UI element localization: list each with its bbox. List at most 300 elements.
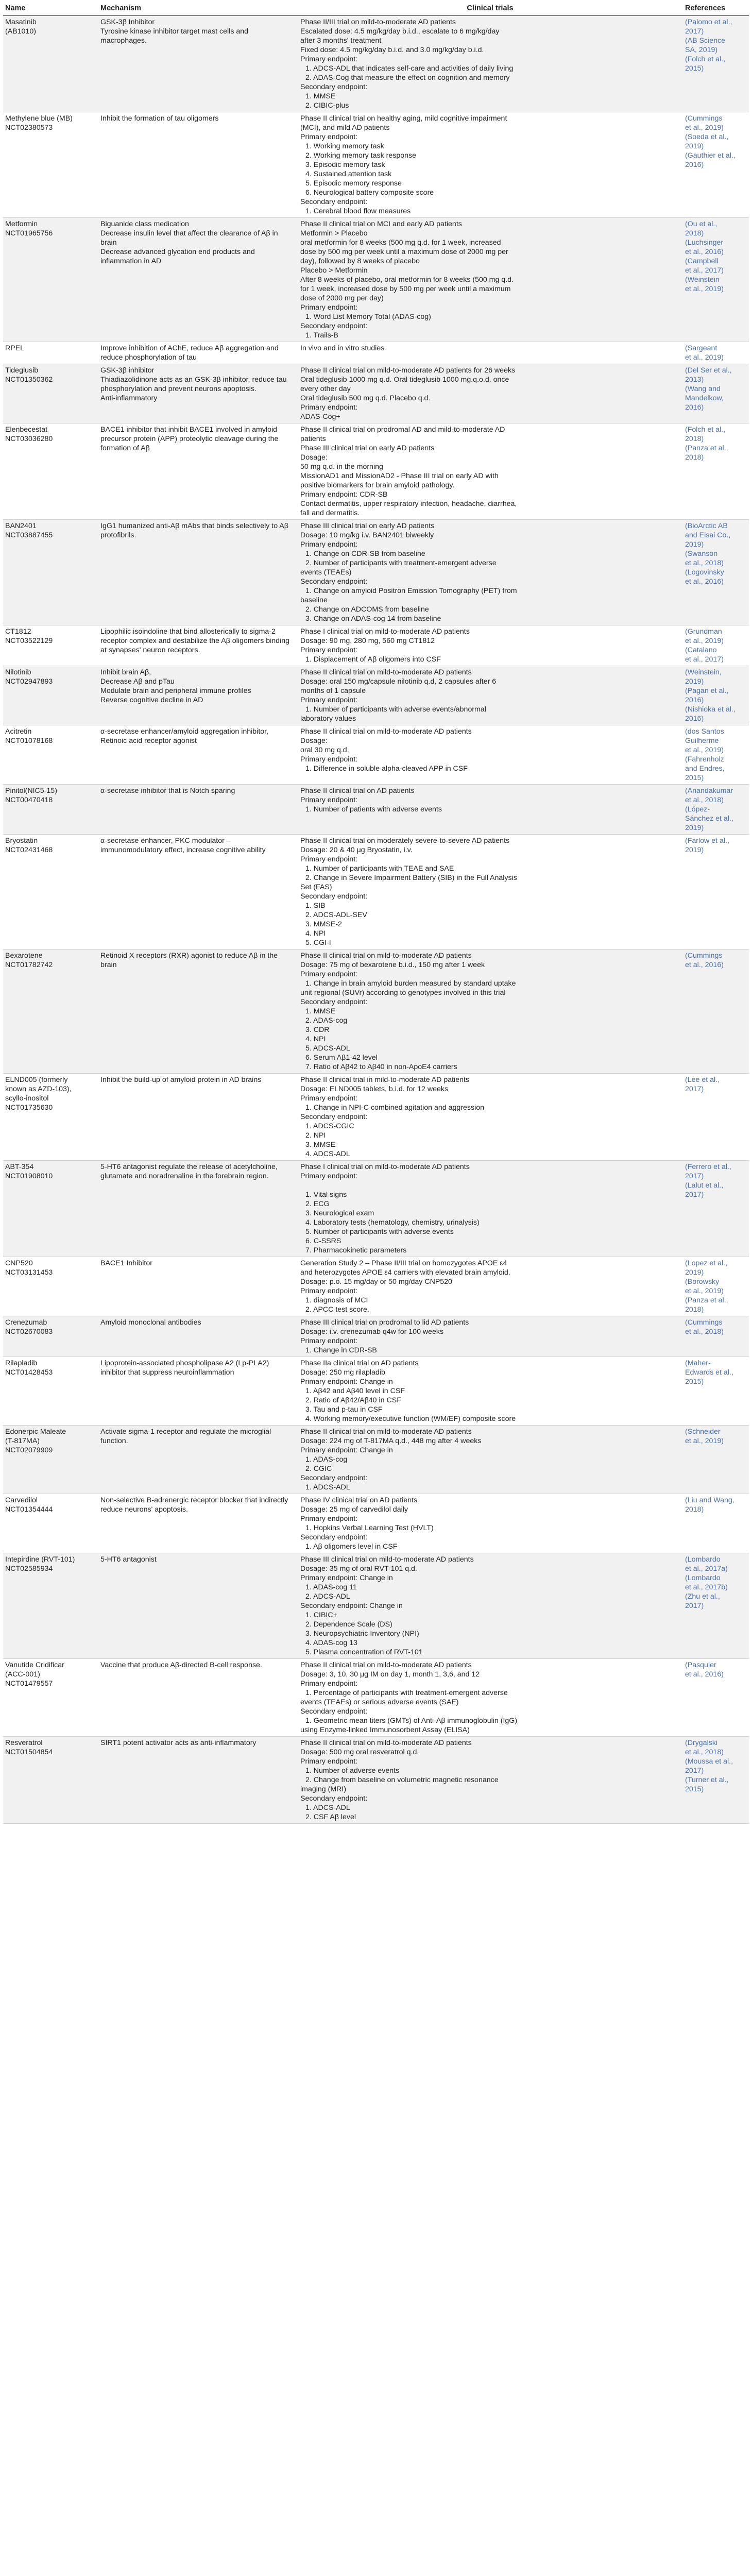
refs-line[interactable]: 2013) (685, 376, 704, 384)
trials-line: using Enzyme-linked Immunosorbent Assay (ELISA) (300, 1726, 470, 1734)
trials-line: Primary endpoint: (300, 646, 358, 654)
mechanism-line: GSK-3β inhibitor (100, 366, 155, 375)
refs-line[interactable]: 2019) (685, 824, 704, 832)
refs-line[interactable]: et al., 2019) (685, 353, 724, 362)
mechanism-line: Biguanide class medication (100, 220, 189, 228)
references-cell (683, 1494, 749, 1553)
trials-line: positive biomarkers for brain amyloid pathology. (300, 481, 455, 489)
drug-name-cell (3, 666, 98, 725)
refs-line[interactable]: (Palomo et al., (685, 18, 732, 26)
refs-line[interactable]: 2018) (685, 453, 704, 462)
refs-line[interactable]: (Schneider (685, 1428, 721, 1436)
name-line: (AB1010) (5, 27, 36, 36)
trials-line: Phase II clinical trial on moderately severe-to-severe AD patients (300, 837, 510, 845)
refs-line[interactable]: 2018) (685, 229, 704, 238)
trials-line: Metformin > Placebo (300, 229, 368, 238)
trials-line: Secondary endpoint: (300, 1533, 368, 1541)
refs-line[interactable]: 2017) (685, 27, 704, 36)
refs-line[interactable]: (Weinstein, (685, 668, 722, 676)
mechanism-cell (98, 666, 298, 725)
mechanism-cell (98, 1553, 298, 1659)
trials-line: 1. Working memory task (305, 142, 384, 150)
refs-line[interactable]: et al., 2018) (685, 1328, 724, 1336)
trials-line: Phase II/III trial on mild-to-moderate AD patients (300, 18, 456, 26)
name-line: scyllo-inositol (5, 1094, 49, 1103)
refs-line[interactable]: (Cummings (685, 114, 723, 123)
trials-line: Dosage: 35 mg of oral RVT-101 q.d. (300, 1565, 417, 1573)
clinical-trials-cell (298, 218, 683, 342)
refs-line[interactable]: et al., 2019) (685, 285, 724, 293)
trials-line: Phase II clinical trial on prodromal AD and mild-to-moderate AD (300, 426, 505, 434)
name-line: Carvedilol (5, 1496, 38, 1504)
refs-line[interactable]: 2018) (685, 435, 704, 443)
drug-name-cell (3, 112, 98, 218)
refs-line[interactable]: et al., 2019) (685, 637, 724, 645)
mechanism-line: precursor protein (APP) proteolytic cleavage during the (100, 435, 279, 443)
name-line: Rilapladib (5, 1359, 38, 1367)
references-cell (683, 785, 749, 835)
trials-line: Phase III clinical trial on early AD patients (300, 444, 435, 452)
trials-line: Placebo > Metformin (300, 266, 368, 275)
name-line: RPEL (5, 344, 25, 352)
refs-line[interactable]: 2016) (685, 161, 704, 169)
mechanism-line: Modulate brain and peripheral immune profiles (100, 687, 251, 695)
refs-line[interactable]: (BioArctic AB (685, 522, 728, 530)
trials-line: Secondary endpoint: (300, 322, 368, 330)
refs-line[interactable]: 2019) (685, 846, 704, 854)
references-cell (683, 16, 749, 112)
mechanism-line: at synapses' neuron receptors. (100, 646, 200, 654)
trials-line: Primary endpoint: (300, 1680, 358, 1688)
name-line: Acitretin (5, 727, 32, 736)
trials-line: (MCI), and mild AD patients (300, 124, 390, 132)
refs-line[interactable]: et al., 2017) (685, 655, 724, 664)
trials-line: Primary endpoint: (300, 1337, 358, 1345)
refs-line[interactable]: et al., 2017) (685, 266, 724, 275)
trials-line: MissionAD1 and MissionAD2 - Phase III trial on early AD with (300, 472, 499, 480)
refs-line[interactable]: (Del Ser et al., (685, 366, 732, 375)
refs-line[interactable]: SA, 2019) (685, 46, 718, 54)
trials-line: After 8 weeks of placebo, oral metformin for 8 weeks (500 mg q.d. (300, 276, 514, 284)
trials-line: 4. Laboratory tests (hematology, chemistry, urinalysis) (305, 1218, 480, 1227)
refs-line[interactable]: (dos Santos (685, 727, 724, 736)
refs-line[interactable]: (Anandakumar (685, 787, 733, 795)
name-line: Methylene blue (MB) (5, 114, 73, 123)
trials-line: Phase II clinical trial on mild-to-moderate AD patients (300, 727, 472, 736)
table-row (3, 364, 749, 423)
refs-line[interactable]: 2019) (685, 142, 704, 150)
trials-line: fall and dermatitis. (300, 509, 360, 517)
clinical-trials-cell (298, 1316, 683, 1357)
refs-line[interactable]: 2019) (685, 1268, 704, 1277)
trials-line: Phase II clinical trial on mild-to-moderate AD patients (300, 1661, 472, 1669)
mechanism-cell (98, 342, 298, 364)
refs-line[interactable]: (Nishioka et al., (685, 705, 736, 714)
clinical-trials-cell (298, 1257, 683, 1316)
refs-line[interactable]: (AB Science (685, 37, 726, 45)
trials-line: Secondary endpoint: Change in (300, 1602, 403, 1610)
table-row (3, 725, 749, 785)
trials-line: 3. Neuropsychiatric Inventory (NPI) (305, 1630, 419, 1638)
trials-line: Primary endpoint: (300, 1172, 358, 1180)
trials-line: Primary endpoint: (300, 133, 358, 141)
refs-line[interactable]: et al., 2017b) (685, 1583, 728, 1591)
refs-line[interactable]: (Catalano (685, 646, 717, 654)
trials-line: Primary endpoint: (300, 755, 358, 764)
table-row (3, 16, 749, 112)
mechanism-line: Non-selective B-adrenergic receptor blocker that indirectly (100, 1496, 288, 1504)
refs-line[interactable]: et al., 2018) (685, 796, 724, 804)
mechanism-line: glutamate and noradrenaline in the forebrain region. (100, 1172, 269, 1180)
refs-line[interactable]: (Lee et al., (685, 1076, 720, 1084)
trials-line: Primary endpoint: (300, 1515, 358, 1523)
refs-line[interactable]: Guilherme (685, 737, 719, 745)
trials-line: 1. ADCS-ADL that indicates self-care and activities of daily living (305, 64, 514, 73)
name-line: Bexarotene (5, 952, 43, 960)
trials-line: Dosage: 75 mg of bexarotene b.i.d., 150 mg after 1 week (300, 961, 485, 969)
drug-name-cell (3, 16, 98, 112)
table-row (3, 1494, 749, 1553)
trials-line: Primary endpoint: Change in (300, 1446, 393, 1454)
drug-name-cell (3, 1357, 98, 1426)
trials-line: Escalated dose: 4.5 mg/kg/day b.i.d., escalate to 6 mg/kg/day (300, 27, 500, 36)
refs-line[interactable]: (Drygalski (685, 1739, 718, 1747)
mechanism-cell (98, 218, 298, 342)
mechanism-line: Tyrosine kinase inhibitor target mast cells and (100, 27, 249, 36)
refs-line[interactable]: 2015) (685, 1785, 704, 1793)
mechanism-line: reduce neurons' apoptosis. (100, 1505, 188, 1514)
trials-line: 1. Word List Memory Total (ADAS-cog) (305, 313, 431, 321)
refs-line[interactable]: (Zhu et al., (685, 1592, 720, 1601)
refs-line[interactable]: (Lombardo (685, 1574, 721, 1582)
trials-line: 1. Hopkins Verbal Learning Test (HVLT) (305, 1524, 434, 1532)
mechanism-line: function. (100, 1437, 128, 1445)
trials-line: 6. C-SSRS (305, 1237, 341, 1245)
name-line: NCT01504854 (5, 1748, 53, 1756)
refs-line[interactable]: (Lombardo (685, 1555, 721, 1564)
trials-line: 1. Number of participants with adverse events/abnormal (305, 705, 486, 714)
drug-name-cell (3, 218, 98, 342)
table-row (3, 423, 749, 520)
trials-line: Secondary endpoint: (300, 892, 368, 901)
clinical-trials-cell (298, 1737, 683, 1824)
clinical-trials-cell (298, 112, 683, 218)
drug-name-cell (3, 1737, 98, 1824)
table-row (3, 1357, 749, 1426)
mechanism-line: Retinoid X receptors (RXR) agonist to reduce Aβ in the (100, 952, 278, 960)
refs-line[interactable]: et al., 2019) (685, 124, 724, 132)
trials-line: events (TEAEs) or serious adverse events (SAE) (300, 1698, 459, 1706)
trials-line: 4. ADAS-cog 13 (305, 1639, 357, 1647)
name-line: Nilotinib (5, 668, 31, 676)
mechanism-line: Vaccine that produce Aβ-directed B-cell response. (100, 1661, 262, 1669)
refs-line[interactable]: 2016) (685, 715, 704, 723)
drug-name-cell (3, 1074, 98, 1161)
trials-line (300, 1181, 680, 1190)
refs-line[interactable]: (Folch et al., (685, 55, 726, 63)
name-line: ABT-354 (5, 1163, 34, 1171)
mechanism-line: Thiadiazolidinone acts as an GSK-3β inhibitor, reduce tau (100, 376, 287, 384)
trials-line: every other day (300, 385, 351, 393)
trials-line: and heterozygotes APOE ε4 carriers with elevated brain amyloid. (300, 1268, 510, 1277)
trials-line: 1. ADAS-cog 11 (305, 1583, 357, 1591)
refs-line[interactable]: (Fahrenholz (685, 755, 724, 764)
drug-name-cell (3, 1257, 98, 1316)
refs-line[interactable]: et al., 2017a) (685, 1565, 728, 1573)
mechanism-cell (98, 112, 298, 218)
name-line: NCT03131453 (5, 1268, 53, 1277)
mechanism-cell (98, 1257, 298, 1316)
refs-line[interactable]: (Maher- (685, 1359, 711, 1367)
mechanism-line: α-secretase inhibitor that is Notch sparing (100, 787, 235, 795)
trials-line: Dosage: i.v. crenezumab q4w for 100 weeks (300, 1328, 444, 1336)
refs-line[interactable]: et al., 2019) (685, 1437, 724, 1445)
trials-line: Generation Study 2 – Phase II/III trial on homozygotes APOE ε4 (300, 1259, 507, 1267)
clinical-trials-cell (298, 1357, 683, 1426)
trials-line: Secondary endpoint: (300, 1474, 368, 1482)
trials-line: 2. ADCS-ADL-SEV (305, 911, 367, 919)
refs-line[interactable]: (Lopez et al., (685, 1259, 728, 1267)
trials-line: 3. Tau and p-tau in CSF (305, 1405, 383, 1414)
refs-line[interactable]: et al., 2016) (685, 1670, 724, 1679)
clinical-trials-cell (298, 1426, 683, 1494)
trials-line: Dosage: 20 & 40 μg Bryostatin, i.v. (300, 846, 413, 854)
refs-line[interactable]: (Moussa et al., (685, 1757, 733, 1766)
drug-name-cell (3, 423, 98, 520)
mechanism-line: BACE1 Inhibitor (100, 1259, 152, 1267)
refs-line[interactable]: (Wang and (685, 385, 721, 393)
mechanism-cell (98, 364, 298, 423)
drug-name-cell (3, 725, 98, 785)
mechanism-line: IgG1 humanized anti-Aβ mAbs that binds selectively to Aβ (100, 522, 288, 530)
refs-line[interactable]: (Sargeant (685, 344, 717, 352)
refs-line[interactable]: (Turner et al., (685, 1776, 729, 1784)
trials-line: Dosage: 90 mg, 280 mg, 560 mg CT1812 (300, 637, 435, 645)
refs-line[interactable]: (Gauthier et al., (685, 151, 736, 160)
refs-line[interactable]: (Cummings (685, 952, 723, 960)
refs-line[interactable]: and Endres, (685, 765, 725, 773)
mechanism-line: Decrease Aβ and pTau (100, 677, 175, 686)
mechanism-cell (98, 1161, 298, 1257)
refs-line[interactable]: (López- (685, 805, 710, 814)
trials-line: Phase II clinical trial on mild-to-moderate AD patients (300, 1428, 472, 1436)
trials-line: Secondary endpoint: (300, 198, 368, 206)
trials-line: 1. Change in brain amyloid burden measured by standard uptake (305, 979, 516, 988)
refs-line[interactable]: (Folch et al., (685, 426, 726, 434)
trials-line: 4. NPI (305, 929, 326, 938)
refs-line[interactable]: et al., 2016) (685, 961, 724, 969)
table-row (3, 1659, 749, 1737)
refs-line[interactable]: et al., 2016) (685, 248, 724, 256)
refs-line[interactable]: (Farlow et al., (685, 837, 729, 845)
mechanism-line: Inhibit the formation of tau oligomers (100, 114, 219, 123)
refs-line[interactable]: (Campbell (685, 257, 719, 265)
mechanism-line: α-secretase enhancer, PKC modulator – (100, 837, 231, 845)
drug-name-cell (3, 835, 98, 950)
mechanism-line: immunomodulatory effect, increase cognitive ability (100, 846, 266, 854)
refs-line[interactable]: (Swanson (685, 550, 718, 558)
trials-line: 4. Working memory/executive function (WM/EF) composite score (305, 1415, 516, 1423)
trials-line: 5. Plasma concentration of RVT-101 (305, 1648, 423, 1656)
name-line: NCT01735630 (5, 1104, 53, 1112)
trials-line: 1. ADCS-ADL (305, 1483, 350, 1492)
mechanism-cell (98, 1659, 298, 1737)
refs-line[interactable]: Sánchez et al., (685, 815, 733, 823)
refs-line[interactable]: (Ou et al., (685, 220, 717, 228)
mechanism-line: Inhibit the build-up of amyloid protein in AD brains (100, 1076, 262, 1084)
refs-line[interactable]: (Borowsky (685, 1278, 720, 1286)
trials-line: 6. Neurological battery composite score (305, 189, 434, 197)
name-line: NCT01350362 (5, 376, 53, 384)
refs-line[interactable]: and Eisai Co., (685, 531, 731, 539)
drug-name-cell (3, 364, 98, 423)
header-references: References (683, 2, 749, 16)
mechanism-line: 5-HT6 antagonist regulate the release of acetylcholine, (100, 1163, 278, 1171)
trials-line: 1. Change in CDR-SB (305, 1346, 377, 1354)
references-cell (683, 112, 749, 218)
drug-name-cell (3, 1316, 98, 1357)
refs-line[interactable]: 2017) (685, 1172, 704, 1180)
mechanism-line: receptor complex and destabilize the Aβ oligomers binding (100, 637, 289, 645)
mechanism-cell (98, 1426, 298, 1494)
name-line: NCT02431468 (5, 846, 53, 854)
trials-line: Dosage: (300, 453, 328, 462)
clinical-trials-cell (298, 785, 683, 835)
refs-line[interactable]: 2015) (685, 64, 704, 73)
refs-line[interactable]: 2015) (685, 1378, 704, 1386)
trials-line: 3. Neurological exam (305, 1209, 374, 1217)
trials-line: 7. Pharmacokinetic parameters (305, 1246, 407, 1255)
trials-line: Primary endpoint: (300, 1287, 358, 1295)
refs-line[interactable]: et al., 2018) (685, 559, 724, 567)
trials-line: Dosage: 224 mg of T-817MA q.d., 448 mg after 4 weeks (300, 1437, 482, 1445)
mechanism-line: α-secretase enhancer/amyloid aggregation inhibitor, (100, 727, 269, 736)
refs-line[interactable]: (Cummings (685, 1318, 723, 1327)
refs-line[interactable]: (Weinstein (685, 276, 720, 284)
refs-line[interactable]: 2016) (685, 403, 704, 412)
refs-line[interactable]: Mandelkow, (685, 394, 724, 402)
name-line: NCT02670083 (5, 1328, 53, 1336)
trials-line: 1. Aβ oligomers level in CSF (305, 1543, 398, 1551)
references-cell (683, 1161, 749, 1257)
name-line: known as AZD-103), (5, 1085, 72, 1093)
trials-line: 1. Change on amyloid Positron Emission Tomography (PET) from (305, 587, 517, 595)
name-line: Crenezumab (5, 1318, 47, 1327)
trials-line: Phase III clinical trial on mild-to-moderate AD patients (300, 1555, 474, 1564)
refs-line[interactable]: 2018) (685, 1505, 704, 1514)
refs-line[interactable]: et al., 2016) (685, 578, 724, 586)
trials-line: Phase I clinical trial on mild-to-moderate AD patients (300, 628, 470, 636)
mechanism-cell (98, 423, 298, 520)
trials-line: day), followed by 8 weeks of placebo (300, 257, 420, 265)
clinical-trials-cell (298, 16, 683, 112)
table-row (3, 666, 749, 725)
header-mechanism: Mechanism (98, 2, 298, 16)
mechanism-line: phosphorylation and prevent neurons apoptosis. (100, 385, 257, 393)
mechanism-cell (98, 520, 298, 625)
refs-line[interactable]: (Pasquier (685, 1661, 716, 1669)
mechanism-line: formation of Aβ (100, 444, 150, 452)
trials-line: for 1 week, increased dose by 500 mg per week until a maximum (300, 285, 511, 293)
refs-line[interactable]: (Grundman (685, 628, 722, 636)
refs-line[interactable]: (Soeda et al., (685, 133, 729, 141)
trials-line: Oral tideglusib 500 mg q.d. Placebo q.d. (300, 394, 431, 402)
mechanism-cell (98, 950, 298, 1074)
trials-line: Phase II clinical trial on mild-to-moderate AD patients for 26 weeks (300, 366, 516, 375)
trials-line: 1. Cerebral blood flow measures (305, 207, 411, 215)
refs-line[interactable]: (Liu and Wang, (685, 1496, 734, 1504)
trials-line: 1. ADCS-CGIC (305, 1122, 354, 1130)
trials-line: 4. NPI (305, 1035, 326, 1043)
trials-line: Primary endpoint: Change in (300, 1378, 393, 1386)
trials-line: Dosage: 10 mg/kg i.v. BAN2401 biweekly (300, 531, 434, 539)
trials-line: oral 30 mg q.d. (300, 746, 349, 754)
refs-line[interactable]: 2019) (685, 540, 704, 549)
name-line: NCT01908010 (5, 1172, 53, 1180)
refs-line[interactable]: (Logovinsky (685, 568, 724, 577)
table-row (3, 112, 749, 218)
refs-line[interactable]: et al., 2019) (685, 1287, 724, 1295)
name-line: NCT03036280 (5, 435, 53, 443)
name-line: CT1812 (5, 628, 31, 636)
references-cell (683, 1316, 749, 1357)
trials-line: Primary endpoint: Change in (300, 1574, 393, 1582)
trials-line: Phase III clinical trial on early AD patients (300, 522, 435, 530)
references-cell (683, 1257, 749, 1316)
trials-line: 2. Ratio of Aβ42/Aβ40 in CSF (305, 1396, 401, 1404)
trials-line: 1. Change on CDR-SB from baseline (305, 550, 425, 558)
refs-line[interactable]: 2016) (685, 696, 704, 704)
refs-line[interactable]: (Pagan et al., (685, 687, 729, 695)
trials-line: oral metformin for 8 weeks (500 mg q.d. for 1 week, increased (300, 239, 501, 247)
refs-line[interactable]: 2018) (685, 1306, 704, 1314)
refs-line[interactable]: 2017) (685, 1602, 704, 1610)
trials-line: Phase I clinical trial on mild-to-moderate AD patients (300, 1163, 470, 1171)
refs-line[interactable]: 2015) (685, 774, 704, 782)
refs-line[interactable]: et al., 2019) (685, 746, 724, 754)
refs-line[interactable]: (Ferrero et al., (685, 1163, 731, 1171)
refs-line[interactable]: 2017) (685, 1767, 704, 1775)
refs-line[interactable]: (Luchsinger (685, 239, 724, 247)
trials-line: Primary endpoint: CDR-SB (300, 490, 388, 499)
trials-line: 1. Number of patients with adverse events (305, 805, 442, 814)
trials-line: Dosage: (300, 737, 328, 745)
trials-line: months of 1 capsule (300, 687, 366, 695)
refs-line[interactable]: (Panza et al., (685, 444, 728, 452)
trials-line: 1. Percentage of participants with treatment-emergent adverse (305, 1689, 508, 1697)
refs-line[interactable]: 2017) (685, 1191, 704, 1199)
trials-line: dose by 500 mg per week until a maximum dose of 2000 mg per (300, 248, 508, 256)
mechanism-line: brain (100, 239, 117, 247)
name-line: NCT01965756 (5, 229, 53, 238)
refs-line[interactable]: 2019) (685, 677, 704, 686)
name-line: Tideglusib (5, 366, 39, 375)
drug-name-cell (3, 1426, 98, 1494)
refs-line[interactable]: 2017) (685, 1085, 704, 1093)
trials-line: 2. APCC test score. (305, 1306, 369, 1314)
refs-line[interactable]: (Lalut et al., (685, 1181, 724, 1190)
drug-trials-table (3, 2, 749, 1824)
refs-line[interactable]: et al., 2018) (685, 1748, 724, 1756)
refs-line[interactable]: Edwards et al., (685, 1368, 733, 1377)
mechanism-line: reduce phosphorylation of tau (100, 353, 197, 362)
references-cell (683, 725, 749, 785)
trials-line: 5. Episodic memory response (305, 179, 402, 188)
table-row (3, 1737, 749, 1824)
refs-line[interactable]: (Panza et al., (685, 1296, 728, 1304)
drug-name-cell (3, 785, 98, 835)
name-line: (T-817MA) (5, 1437, 40, 1445)
